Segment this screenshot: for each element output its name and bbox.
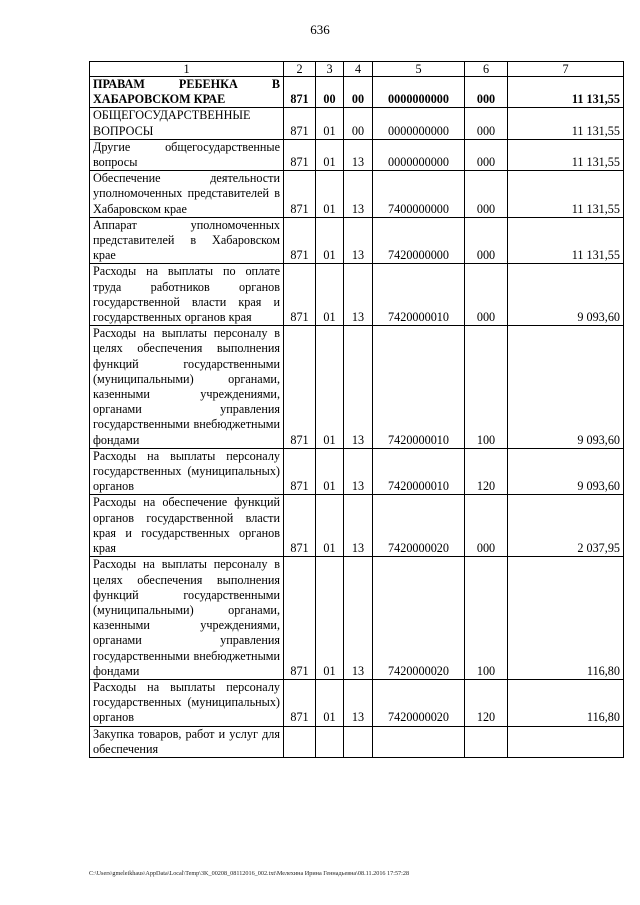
subsection-cell: 13 — [344, 171, 373, 218]
target-article-cell: 7400000000 — [373, 171, 465, 218]
target-article-cell: 7420000010 — [373, 448, 465, 495]
table-row — [90, 495, 624, 557]
row-name-cell: Другие общегосударственные вопросы — [90, 139, 284, 170]
expense-type-cell: 000 — [465, 77, 508, 108]
section-cell — [316, 726, 344, 757]
amount-cell: 116,80 — [508, 557, 624, 680]
expense-type-cell: 000 — [465, 139, 508, 170]
subsection-cell: 13 — [344, 264, 373, 326]
admin-code-cell: 871 — [284, 326, 316, 449]
subsection-cell: 13 — [344, 557, 373, 680]
amount-cell: 11 131,55 — [508, 108, 624, 139]
target-article-cell: 7420000010 — [373, 326, 465, 449]
admin-code-cell: 871 — [284, 108, 316, 139]
table-row — [90, 217, 624, 264]
amount-cell: 9 093,60 — [508, 448, 624, 495]
admin-code-cell: 871 — [284, 679, 316, 726]
section-cell: 01 — [316, 217, 344, 264]
table-row — [90, 264, 624, 326]
amount-cell: 11 131,55 — [508, 171, 624, 218]
row-name-cell: ОБЩЕГОСУДАРСТВЕННЫЕ ВОПРОСЫ — [90, 108, 284, 139]
subsection-cell: 13 — [344, 679, 373, 726]
row-name-cell: Обеспечение деятельности уполномоченных представителей в Хабаровском крае — [90, 171, 284, 218]
section-cell: 01 — [316, 171, 344, 218]
expense-type-cell: 120 — [465, 679, 508, 726]
page-number: 636 — [310, 22, 330, 37]
header-cell: 4 — [344, 62, 373, 77]
expense-type-cell — [465, 726, 508, 757]
admin-code-cell: 871 — [284, 217, 316, 264]
admin-code-cell: 871 — [284, 77, 316, 108]
table-row — [90, 108, 624, 139]
table-row — [90, 326, 624, 449]
target-article-cell: 0000000000 — [373, 77, 465, 108]
admin-code-cell: 871 — [284, 139, 316, 170]
amount-cell: 11 131,55 — [508, 77, 624, 108]
header-cell: 5 — [373, 62, 465, 77]
row-name-cell: ПРАВАМ РЕБЕНКА В ХАБАРОВСКОМ КРАЕ — [90, 77, 284, 108]
file-path-footer: C:\Users\gmeleikhaus\AppData\Local\Temp\3K_00208_08112016_002.txt\Мелехина Ирина Геннадьевна\08.11.2016 17:57:28 — [89, 870, 410, 877]
expense-type-cell: 000 — [465, 108, 508, 139]
header-cell: 2 — [284, 62, 316, 77]
expense-type-cell: 100 — [465, 557, 508, 680]
expense-type-cell: 000 — [465, 495, 508, 557]
table-row — [90, 139, 624, 170]
target-article-cell: 7420000020 — [373, 679, 465, 726]
subsection-cell: 13 — [344, 495, 373, 557]
target-article-cell — [373, 726, 465, 757]
table-row — [90, 557, 624, 680]
header-cell: 6 — [465, 62, 508, 77]
budget-table — [89, 61, 624, 758]
subsection-cell: 00 — [344, 77, 373, 108]
table-row — [90, 77, 624, 108]
section-cell: 01 — [316, 108, 344, 139]
row-name-cell: Закупка товаров, работ и услуг для обеспечения — [90, 726, 284, 757]
row-name-cell: Расходы на выплаты персоналу в целях обеспечения выполнения функций государственными (муниципальными) органами, казенными учреждениями, органами управления государственными внебюджетными фондами — [90, 557, 284, 680]
section-cell: 01 — [316, 326, 344, 449]
row-name-cell: Расходы на выплаты по оплате труда работников органов государственной власти края и государственных органов края — [90, 264, 284, 326]
expense-type-cell: 000 — [465, 217, 508, 264]
subsection-cell: 13 — [344, 448, 373, 495]
header-cell: 1 — [90, 62, 284, 77]
subsection-cell: 13 — [344, 139, 373, 170]
admin-code-cell: 871 — [284, 495, 316, 557]
row-name-cell: Расходы на выплаты персоналу в целях обеспечения выполнения функций государственными (муниципальными) органами, казенными учреждениями, органами управления государственными внебюджетными фондами — [90, 326, 284, 449]
amount-cell: 2 037,95 — [508, 495, 624, 557]
header-cell: 3 — [316, 62, 344, 77]
amount-cell: 9 093,60 — [508, 326, 624, 449]
expense-type-cell: 000 — [465, 171, 508, 218]
section-cell: 01 — [316, 139, 344, 170]
table-header-row — [90, 62, 624, 77]
row-name-cell: Расходы на выплаты персоналу государственных (муниципальных) органов — [90, 679, 284, 726]
expense-type-cell: 120 — [465, 448, 508, 495]
expense-type-cell: 000 — [465, 264, 508, 326]
target-article-cell: 7420000000 — [373, 217, 465, 264]
row-name-cell: Расходы на выплаты персоналу государственных (муниципальных) органов — [90, 448, 284, 495]
table-row — [90, 171, 624, 218]
target-article-cell: 7420000020 — [373, 557, 465, 680]
expense-type-cell: 100 — [465, 326, 508, 449]
admin-code-cell — [284, 726, 316, 757]
admin-code-cell: 871 — [284, 171, 316, 218]
section-cell: 00 — [316, 77, 344, 108]
section-cell: 01 — [316, 679, 344, 726]
row-name-cell: Расходы на обеспечение функций органов государственной власти края и государственных органов края — [90, 495, 284, 557]
amount-cell: 116,80 — [508, 679, 624, 726]
table-row — [90, 679, 624, 726]
target-article-cell: 7420000020 — [373, 495, 465, 557]
admin-code-cell: 871 — [284, 264, 316, 326]
target-article-cell: 0000000000 — [373, 108, 465, 139]
target-article-cell: 7420000010 — [373, 264, 465, 326]
subsection-cell: 13 — [344, 217, 373, 264]
amount-cell — [508, 726, 624, 757]
section-cell: 01 — [316, 264, 344, 326]
subsection-cell — [344, 726, 373, 757]
section-cell: 01 — [316, 448, 344, 495]
table-row — [90, 448, 624, 495]
subsection-cell: 00 — [344, 108, 373, 139]
target-article-cell: 0000000000 — [373, 139, 465, 170]
row-name-cell: Аппарат уполномоченных представителей в Хабаровском крае — [90, 217, 284, 264]
table-row — [90, 726, 624, 757]
section-cell: 01 — [316, 495, 344, 557]
amount-cell: 11 131,55 — [508, 139, 624, 170]
amount-cell: 11 131,55 — [508, 217, 624, 264]
subsection-cell: 13 — [344, 326, 373, 449]
amount-cell: 9 093,60 — [508, 264, 624, 326]
admin-code-cell: 871 — [284, 557, 316, 680]
section-cell: 01 — [316, 557, 344, 680]
admin-code-cell: 871 — [284, 448, 316, 495]
header-cell: 7 — [508, 62, 624, 77]
